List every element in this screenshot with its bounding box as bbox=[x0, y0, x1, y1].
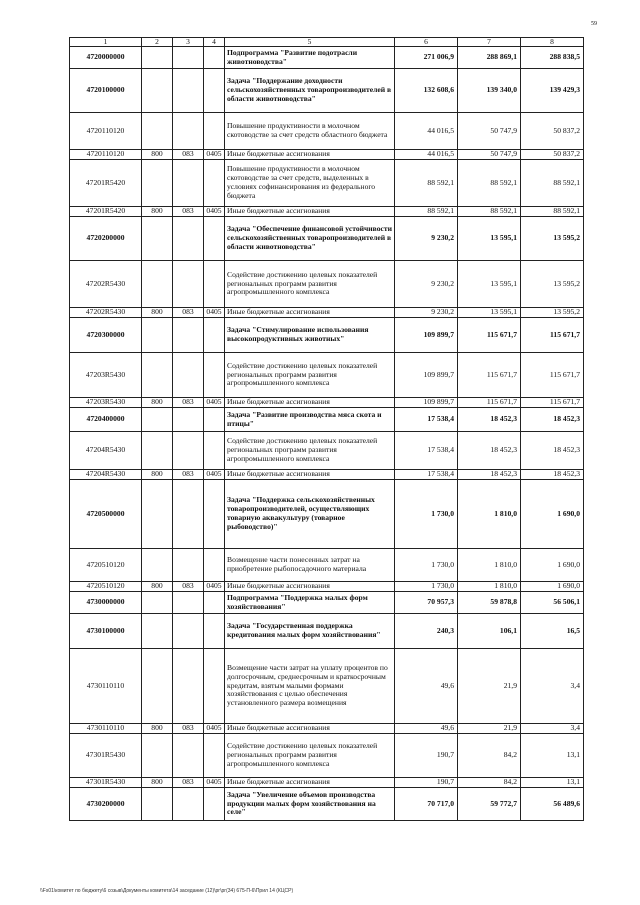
section-code-cell bbox=[204, 113, 225, 150]
amount-cell-col7: 18 452,3 bbox=[458, 408, 521, 432]
budget-code-cell: 47201R5420 bbox=[70, 160, 142, 207]
item-name-cell: Содействие достижению целевых показателей региональных программ развития агропромышленного комплекса bbox=[225, 432, 395, 470]
budget-code-cell: 4730100000 bbox=[70, 614, 142, 649]
amount-cell-col6: 17 538,4 bbox=[395, 408, 458, 432]
table-row bbox=[70, 113, 584, 150]
amount-cell-col7: 288 869,1 bbox=[458, 47, 521, 69]
ministry-code-cell: 083 bbox=[173, 207, 204, 217]
item-name-cell: Задача "Поддержка сельскохозяйственных товаропроизводителей, осуществляющих товарную аквакультуру (товарное рыбоводство)" bbox=[225, 480, 395, 549]
amount-cell-col6: 49,6 bbox=[395, 649, 458, 724]
item-name-cell: Возмещение части затрат на уплату процентов по долгосрочным, среднесрочным и краткосрочным кредитам, взятым малыми формами хозяйствования с целью обеспечения установленного размера возмещения bbox=[225, 649, 395, 724]
amount-cell-col6: 240,3 bbox=[395, 614, 458, 649]
amount-cell-col6: 1 730,0 bbox=[395, 480, 458, 549]
ministry-code-cell bbox=[173, 432, 204, 470]
ministry-code-cell bbox=[173, 261, 204, 308]
amount-cell-col6: 1 730,0 bbox=[395, 549, 458, 582]
amount-cell-col6: 109 899,7 bbox=[395, 353, 458, 398]
table-row bbox=[70, 47, 584, 69]
amount-cell-col8: 88 592,1 bbox=[521, 207, 584, 217]
amount-cell-col7: 13 595,1 bbox=[458, 261, 521, 308]
table-row bbox=[70, 150, 584, 160]
item-name-cell: Иные бюджетные ассигнования bbox=[225, 150, 395, 160]
budget-code-cell: 4730110110 bbox=[70, 649, 142, 724]
amount-cell-col8: 3,4 bbox=[521, 724, 584, 734]
amount-cell-col7: 50 747,9 bbox=[458, 150, 521, 160]
ministry-code-cell bbox=[173, 549, 204, 582]
section-code-cell: 0405 bbox=[204, 308, 225, 318]
ministry-code-cell bbox=[173, 160, 204, 207]
section-code-cell bbox=[204, 614, 225, 649]
table-body bbox=[70, 38, 584, 821]
amount-cell-col8: 1 690,0 bbox=[521, 582, 584, 592]
ministry-code-cell bbox=[173, 353, 204, 398]
amount-cell-col8: 13 595,2 bbox=[521, 217, 584, 261]
section-code-cell: 0405 bbox=[204, 470, 225, 480]
amount-cell-col8: 88 592,1 bbox=[521, 160, 584, 207]
budget-code-cell: 4720000000 bbox=[70, 47, 142, 69]
amount-cell-col8: 50 837,2 bbox=[521, 150, 584, 160]
expense-type-cell: 800 bbox=[142, 207, 173, 217]
expense-type-cell: 800 bbox=[142, 150, 173, 160]
item-name-cell: Иные бюджетные ассигнования bbox=[225, 724, 395, 734]
ministry-code-cell bbox=[173, 592, 204, 614]
budget-code-cell: 4720300000 bbox=[70, 318, 142, 353]
section-code-cell bbox=[204, 353, 225, 398]
expense-type-cell bbox=[142, 592, 173, 614]
expense-type-cell bbox=[142, 69, 173, 113]
item-name-cell: Задача "Стимулирование использования высокопродуктивных животных" bbox=[225, 318, 395, 353]
expense-type-cell bbox=[142, 614, 173, 649]
amount-cell-col8: 13,1 bbox=[521, 778, 584, 788]
amount-cell-col7: 1 810,0 bbox=[458, 480, 521, 549]
budget-code-cell: 4720200000 bbox=[70, 217, 142, 261]
table-row bbox=[70, 470, 584, 480]
header-cell: 3 bbox=[173, 38, 204, 47]
budget-code-cell: 47203R5430 bbox=[70, 398, 142, 408]
ministry-code-cell bbox=[173, 113, 204, 150]
section-code-cell bbox=[204, 788, 225, 821]
item-name-cell: Задача "Обеспечение финансовой устойчивости сельскохозяйственных товаропроизводителей в области животноводства" bbox=[225, 217, 395, 261]
table-row bbox=[70, 408, 584, 432]
ministry-code-cell: 083 bbox=[173, 150, 204, 160]
amount-cell-col6: 109 899,7 bbox=[395, 318, 458, 353]
item-name-cell: Иные бюджетные ассигнования bbox=[225, 398, 395, 408]
amount-cell-col7: 88 592,1 bbox=[458, 160, 521, 207]
amount-cell-col7: 84,2 bbox=[458, 778, 521, 788]
expense-type-cell bbox=[142, 47, 173, 69]
ministry-code-cell bbox=[173, 408, 204, 432]
section-code-cell bbox=[204, 318, 225, 353]
amount-cell-col8: 56 506,1 bbox=[521, 592, 584, 614]
amount-cell-col8: 13 595,2 bbox=[521, 308, 584, 318]
ministry-code-cell: 083 bbox=[173, 308, 204, 318]
expense-type-cell bbox=[142, 261, 173, 308]
table-row bbox=[70, 649, 584, 724]
header-cell: 2 bbox=[142, 38, 173, 47]
amount-cell-col6: 132 608,6 bbox=[395, 69, 458, 113]
amount-cell-col6: 109 899,7 bbox=[395, 398, 458, 408]
expense-type-cell bbox=[142, 318, 173, 353]
section-code-cell: 0405 bbox=[204, 724, 225, 734]
item-name-cell: Иные бюджетные ассигнования bbox=[225, 470, 395, 480]
item-name-cell: Подпрограмма "Поддержка малых форм хозяйствования" bbox=[225, 592, 395, 614]
table-row bbox=[70, 217, 584, 261]
budget-code-cell: 4730110110 bbox=[70, 724, 142, 734]
table-row bbox=[70, 778, 584, 788]
section-code-cell bbox=[204, 160, 225, 207]
amount-cell-col8: 18 452,3 bbox=[521, 432, 584, 470]
amount-cell-col7: 50 747,9 bbox=[458, 113, 521, 150]
expense-type-cell: 800 bbox=[142, 724, 173, 734]
header-cell: 6 bbox=[395, 38, 458, 47]
amount-cell-col6: 271 006,9 bbox=[395, 47, 458, 69]
ministry-code-cell bbox=[173, 217, 204, 261]
ministry-code-cell: 083 bbox=[173, 582, 204, 592]
section-code-cell: 0405 bbox=[204, 778, 225, 788]
item-name-cell: Задача "Поддержание доходности сельскохозяйственных товаропроизводителей в области животноводства" bbox=[225, 69, 395, 113]
section-code-cell bbox=[204, 47, 225, 69]
budget-code-cell: 4720500000 bbox=[70, 480, 142, 549]
amount-cell-col6: 9 230,2 bbox=[395, 261, 458, 308]
amount-cell-col7: 106,1 bbox=[458, 614, 521, 649]
section-code-cell: 0405 bbox=[204, 150, 225, 160]
budget-code-cell: 4720510120 bbox=[70, 582, 142, 592]
table-row bbox=[70, 788, 584, 821]
budget-code-cell: 4730000000 bbox=[70, 592, 142, 614]
amount-cell-col6: 70 957,3 bbox=[395, 592, 458, 614]
section-code-cell bbox=[204, 432, 225, 470]
table-row bbox=[70, 398, 584, 408]
budget-code-cell: 4720510120 bbox=[70, 549, 142, 582]
amount-cell-col7: 18 452,3 bbox=[458, 432, 521, 470]
amount-cell-col7: 84,2 bbox=[458, 734, 521, 778]
amount-cell-col8: 13,1 bbox=[521, 734, 584, 778]
budget-code-cell: 47203R5430 bbox=[70, 353, 142, 398]
expense-type-cell bbox=[142, 788, 173, 821]
ministry-code-cell: 083 bbox=[173, 398, 204, 408]
amount-cell-col6: 88 592,1 bbox=[395, 160, 458, 207]
page-number: 59 bbox=[591, 21, 597, 27]
item-name-cell: Возмещение части понесенных затрат на приобретение рыбопосадочного материала bbox=[225, 549, 395, 582]
amount-cell-col8: 18 452,3 bbox=[521, 408, 584, 432]
expense-type-cell bbox=[142, 217, 173, 261]
expense-type-cell bbox=[142, 649, 173, 724]
ministry-code-cell bbox=[173, 734, 204, 778]
amount-cell-col7: 1 810,0 bbox=[458, 582, 521, 592]
section-code-cell: 0405 bbox=[204, 207, 225, 217]
item-name-cell: Задача "Развитие производства мяса скота и птицы" bbox=[225, 408, 395, 432]
amount-cell-col8: 18 452,3 bbox=[521, 470, 584, 480]
table-row bbox=[70, 318, 584, 353]
amount-cell-col6: 190,7 bbox=[395, 778, 458, 788]
ministry-code-cell: 083 bbox=[173, 778, 204, 788]
item-name-cell: Содействие достижению целевых показателей региональных программ развития агропромышленного комплекса bbox=[225, 353, 395, 398]
amount-cell-col6: 17 538,4 bbox=[395, 432, 458, 470]
expense-type-cell: 800 bbox=[142, 308, 173, 318]
item-name-cell: Иные бюджетные ассигнования bbox=[225, 582, 395, 592]
budget-code-cell: 47204R5430 bbox=[70, 470, 142, 480]
amount-cell-col7: 59 772,7 bbox=[458, 788, 521, 821]
section-code-cell bbox=[204, 261, 225, 308]
expense-type-cell bbox=[142, 480, 173, 549]
expense-type-cell: 800 bbox=[142, 398, 173, 408]
section-code-cell bbox=[204, 734, 225, 778]
budget-code-cell: 47204R5430 bbox=[70, 432, 142, 470]
table-row bbox=[70, 480, 584, 549]
amount-cell-col6: 44 016,5 bbox=[395, 113, 458, 150]
budget-table bbox=[69, 37, 584, 821]
amount-cell-col6: 44 016,5 bbox=[395, 150, 458, 160]
amount-cell-col8: 1 690,0 bbox=[521, 549, 584, 582]
section-code-cell: 0405 bbox=[204, 398, 225, 408]
expense-type-cell bbox=[142, 408, 173, 432]
table-row bbox=[70, 308, 584, 318]
amount-cell-col8: 13 595,2 bbox=[521, 261, 584, 308]
amount-cell-col6: 1 730,0 bbox=[395, 582, 458, 592]
budget-code-cell: 47301R5430 bbox=[70, 734, 142, 778]
budget-code-cell: 4720100000 bbox=[70, 69, 142, 113]
amount-cell-col6: 190,7 bbox=[395, 734, 458, 778]
table-row bbox=[70, 207, 584, 217]
ministry-code-cell: 083 bbox=[173, 724, 204, 734]
section-code-cell bbox=[204, 217, 225, 261]
budget-code-cell: 47202R5430 bbox=[70, 308, 142, 318]
amount-cell-col7: 21,9 bbox=[458, 724, 521, 734]
ministry-code-cell bbox=[173, 69, 204, 113]
amount-cell-col7: 13 595,1 bbox=[458, 308, 521, 318]
amount-cell-col8: 16,5 bbox=[521, 614, 584, 649]
budget-code-cell: 47201R5420 bbox=[70, 207, 142, 217]
ministry-code-cell bbox=[173, 788, 204, 821]
ministry-code-cell bbox=[173, 47, 204, 69]
table-row bbox=[70, 614, 584, 649]
amount-cell-col8: 3,4 bbox=[521, 649, 584, 724]
header-cell: 1 bbox=[70, 38, 142, 47]
expense-type-cell bbox=[142, 160, 173, 207]
item-name-cell: Содействие достижению целевых показателей региональных программ развития агропромышленного комплекса bbox=[225, 261, 395, 308]
amount-cell-col6: 88 592,1 bbox=[395, 207, 458, 217]
amount-cell-col8: 56 489,6 bbox=[521, 788, 584, 821]
table-row bbox=[70, 724, 584, 734]
header-cell: 7 bbox=[458, 38, 521, 47]
ministry-code-cell bbox=[173, 480, 204, 549]
item-name-cell: Задача "Увеличение объемов производства продукции малых форм хозяйствования на селе" bbox=[225, 788, 395, 821]
section-code-cell bbox=[204, 480, 225, 549]
item-name-cell: Повышение продуктивности в молочном скотоводстве за счет средств областного бюджета bbox=[225, 113, 395, 150]
section-code-cell: 0405 bbox=[204, 582, 225, 592]
amount-cell-col7: 59 878,8 bbox=[458, 592, 521, 614]
header-cell: 8 bbox=[521, 38, 584, 47]
budget-code-cell: 47202R5430 bbox=[70, 261, 142, 308]
amount-cell-col7: 21,9 bbox=[458, 649, 521, 724]
section-code-cell bbox=[204, 549, 225, 582]
amount-cell-col7: 88 592,1 bbox=[458, 207, 521, 217]
amount-cell-col7: 115 671,7 bbox=[458, 318, 521, 353]
header-cell: 4 bbox=[204, 38, 225, 47]
expense-type-cell bbox=[142, 734, 173, 778]
amount-cell-col6: 49,6 bbox=[395, 724, 458, 734]
ministry-code-cell bbox=[173, 318, 204, 353]
amount-cell-col7: 139 340,0 bbox=[458, 69, 521, 113]
item-name-cell: Иные бюджетные ассигнования bbox=[225, 308, 395, 318]
table-row bbox=[70, 353, 584, 398]
amount-cell-col7: 13 595,1 bbox=[458, 217, 521, 261]
budget-code-cell: 4720400000 bbox=[70, 408, 142, 432]
file-path-footer: \\Fs01\комитет по бюджету\6 созыв\Документы комитета\14 заседание (12)\рг\рг(34) 675-П-6\Прил 14 (КЦСР) bbox=[40, 888, 294, 894]
header-row bbox=[70, 38, 584, 47]
table-row bbox=[70, 432, 584, 470]
amount-cell-col7: 18 452,3 bbox=[458, 470, 521, 480]
amount-cell-col6: 9 230,2 bbox=[395, 217, 458, 261]
item-name-cell: Содействие достижению целевых показателей региональных программ развития агропромышленного комплекса bbox=[225, 734, 395, 778]
item-name-cell: Иные бюджетные ассигнования bbox=[225, 207, 395, 217]
item-name-cell: Подпрограмма "Развитие подотрасли животноводства" bbox=[225, 47, 395, 69]
expense-type-cell: 800 bbox=[142, 582, 173, 592]
amount-cell-col8: 50 837,2 bbox=[521, 113, 584, 150]
amount-cell-col8: 115 671,7 bbox=[521, 353, 584, 398]
ministry-code-cell: 083 bbox=[173, 470, 204, 480]
table-row bbox=[70, 549, 584, 582]
amount-cell-col8: 139 429,3 bbox=[521, 69, 584, 113]
amount-cell-col7: 1 810,0 bbox=[458, 549, 521, 582]
expense-type-cell: 800 bbox=[142, 470, 173, 480]
item-name-cell: Иные бюджетные ассигнования bbox=[225, 778, 395, 788]
expense-type-cell bbox=[142, 113, 173, 150]
amount-cell-col6: 70 717,0 bbox=[395, 788, 458, 821]
table-row bbox=[70, 734, 584, 778]
amount-cell-col8: 1 690,0 bbox=[521, 480, 584, 549]
budget-code-cell: 4730200000 bbox=[70, 788, 142, 821]
expense-type-cell: 800 bbox=[142, 778, 173, 788]
amount-cell-col8: 288 838,5 bbox=[521, 47, 584, 69]
section-code-cell bbox=[204, 69, 225, 113]
budget-code-cell: 4720110120 bbox=[70, 113, 142, 150]
amount-cell-col8: 115 671,7 bbox=[521, 318, 584, 353]
expense-type-cell bbox=[142, 549, 173, 582]
header-cell: 5 bbox=[225, 38, 395, 47]
amount-cell-col6: 17 538,4 bbox=[395, 470, 458, 480]
ministry-code-cell bbox=[173, 649, 204, 724]
section-code-cell bbox=[204, 408, 225, 432]
amount-cell-col7: 115 671,7 bbox=[458, 353, 521, 398]
ministry-code-cell bbox=[173, 614, 204, 649]
table-row bbox=[70, 160, 584, 207]
amount-cell-col8: 115 671,7 bbox=[521, 398, 584, 408]
amount-cell-col6: 9 230,2 bbox=[395, 308, 458, 318]
table-row bbox=[70, 592, 584, 614]
amount-cell-col7: 115 671,7 bbox=[458, 398, 521, 408]
expense-type-cell bbox=[142, 432, 173, 470]
section-code-cell bbox=[204, 592, 225, 614]
section-code-cell bbox=[204, 649, 225, 724]
item-name-cell: Повышение продуктивности в молочном скотоводстве за счет средств, выделенных в условиях софинансирования из федерального бюджета bbox=[225, 160, 395, 207]
expense-type-cell bbox=[142, 353, 173, 398]
table-row bbox=[70, 582, 584, 592]
budget-code-cell: 4720110120 bbox=[70, 150, 142, 160]
table-row bbox=[70, 69, 584, 113]
table-row bbox=[70, 261, 584, 308]
budget-code-cell: 47301R5430 bbox=[70, 778, 142, 788]
item-name-cell: Задача "Государственная поддержка кредитования малых форм хозяйствования" bbox=[225, 614, 395, 649]
